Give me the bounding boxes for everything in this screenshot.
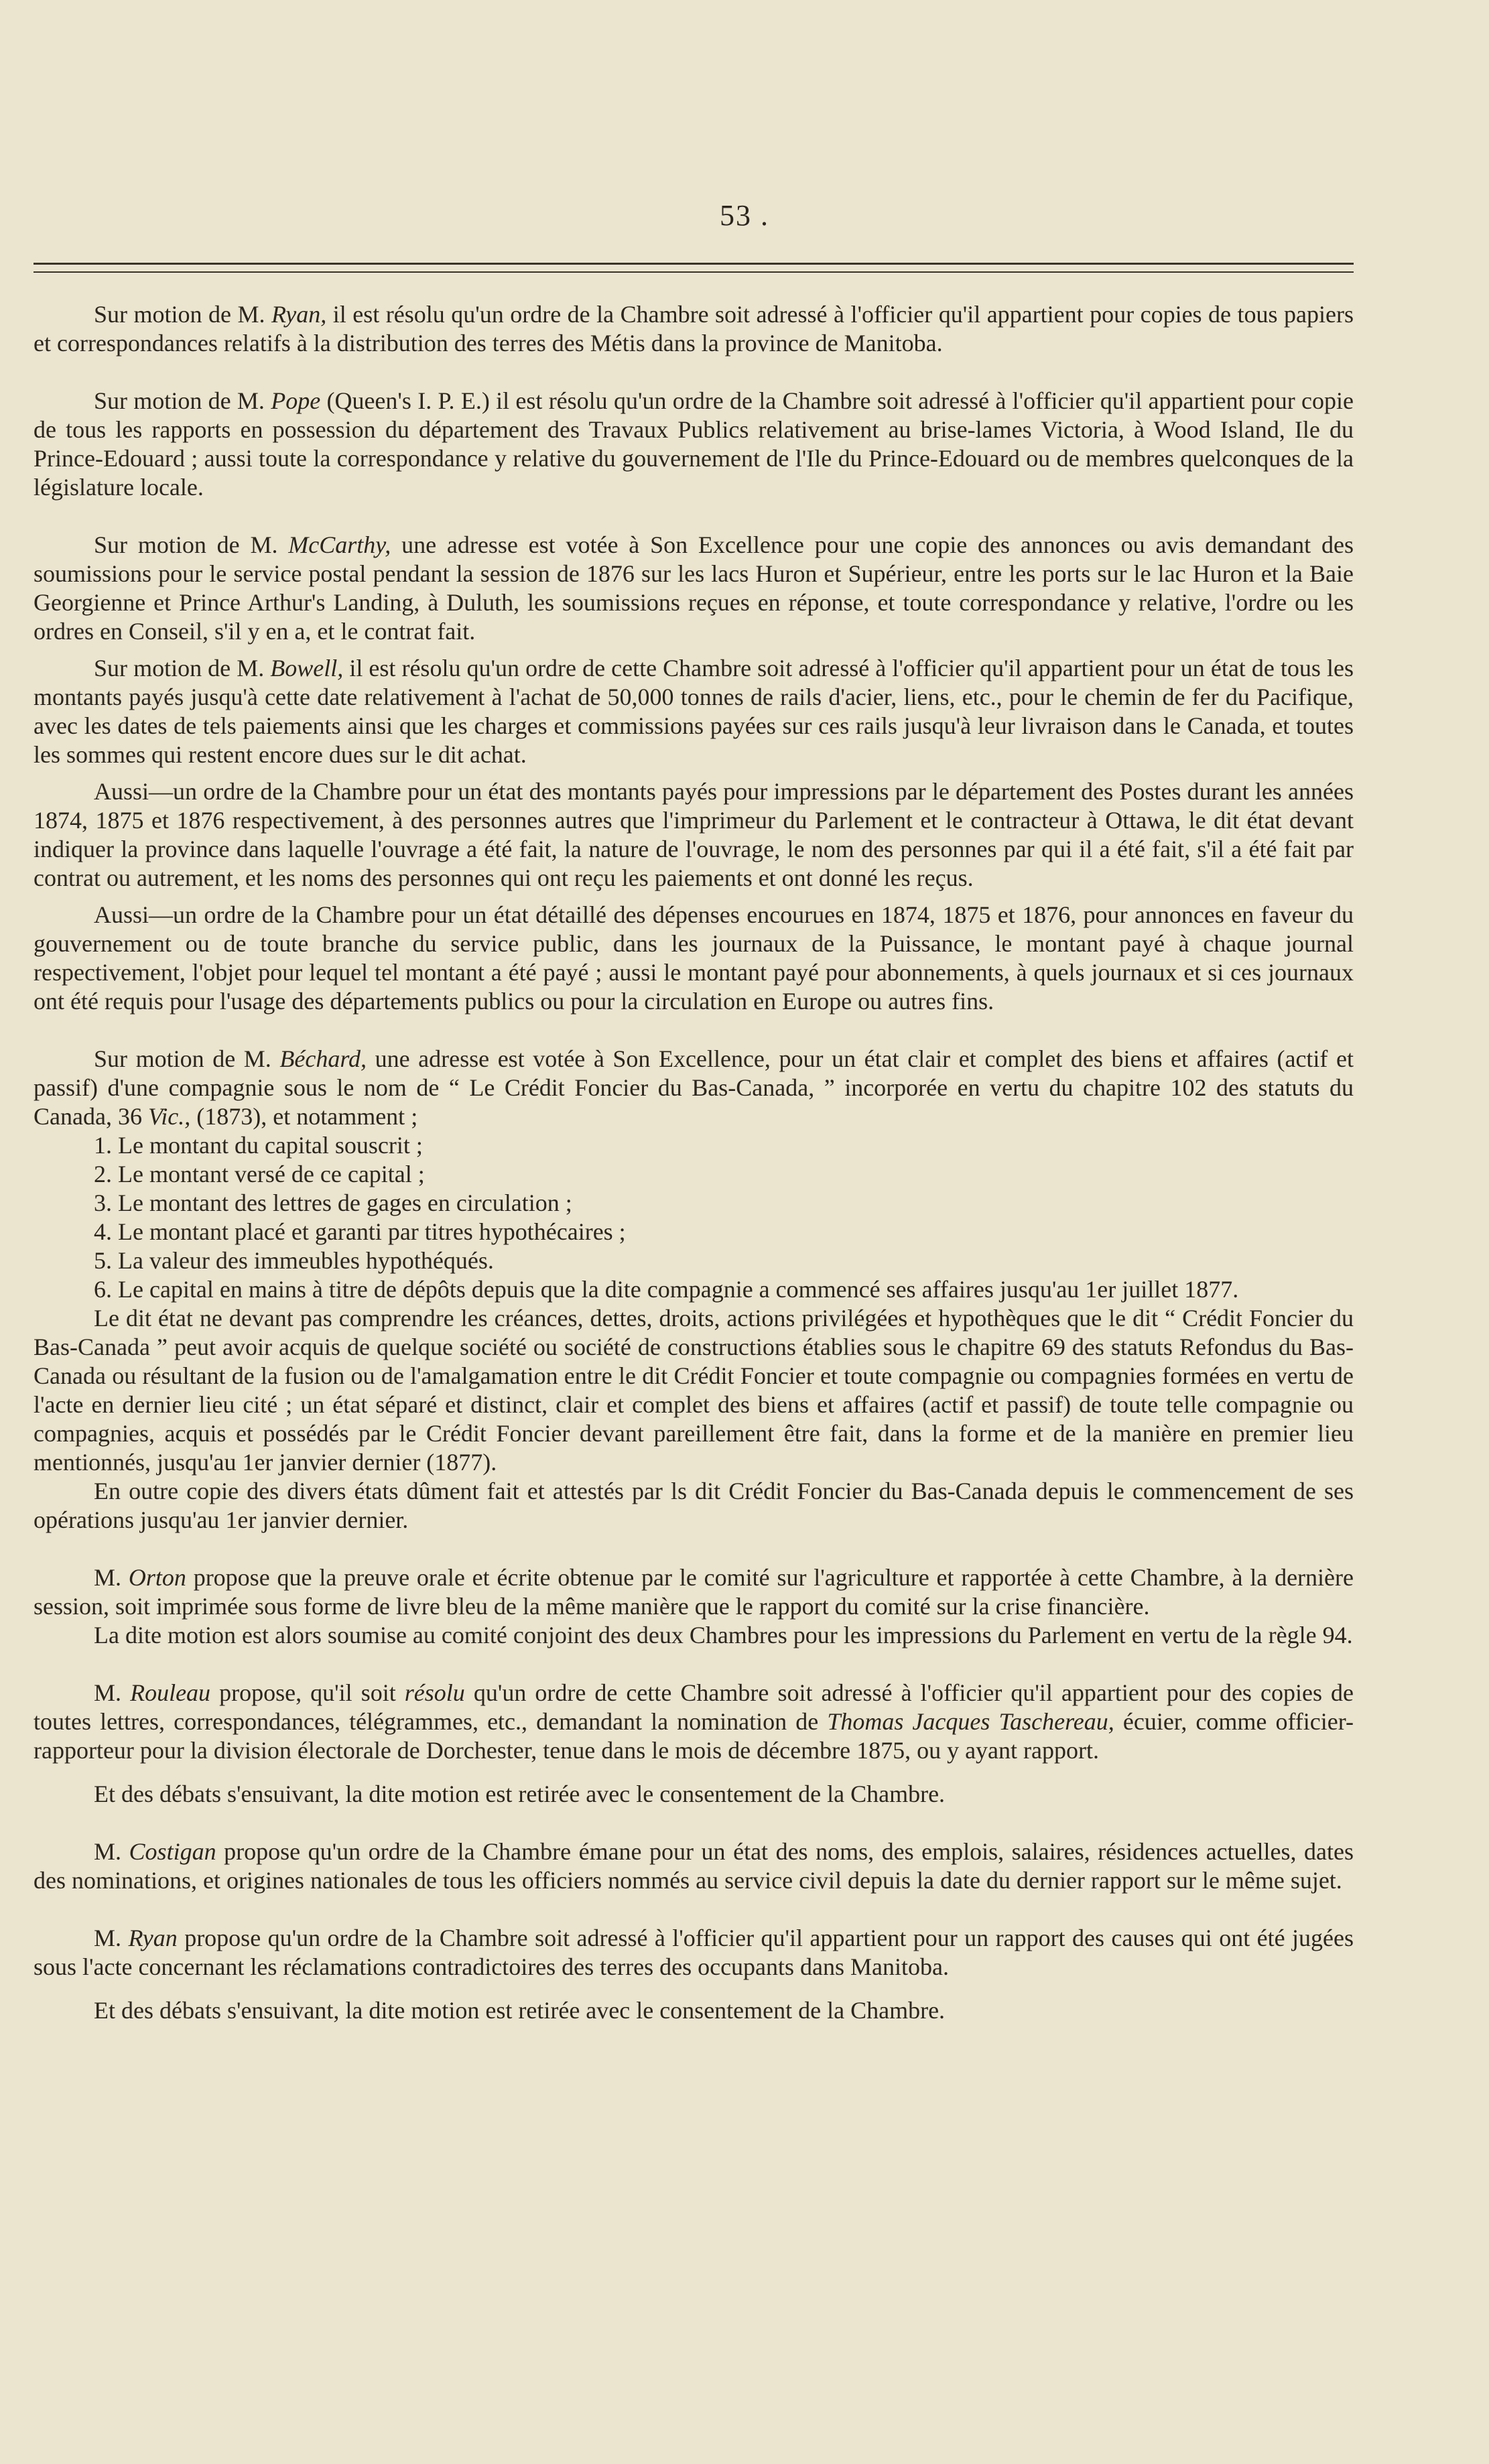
bechard-exclusions: Le dit état ne devant pas comprendre les créances, dettes, droits, actions privilégées et hypothèques que le dit “ Crédit Foncier du Bas-Canada ” peut avoir acquis de quelque société ou société de constructions établies sous le chapitre 69 des statuts Refondus du Bas-Canada ou résultant de la fusion ou de l'amalgamation entre le dit Crédit Foncier et toute compagnie ou compagnies formées en vertu de l'acte en dernier lieu cité ; un état séparé et distinct, clair et complet des biens et affaires (actif et passif) de toute telle compagnie ou compagnies, acquis et possédés par le Crédit Foncier devant pareillement être fait, dans la forme et de la manière en premier lieu mentionnés, jusqu'au 1er janvier dernier (1877). — [34, 1305, 1354, 1476]
text-run: M. — [94, 1679, 131, 1706]
list-item: 1. Le montant du capital souscrit ; — [94, 1132, 423, 1159]
motion-orton — [34, 1563, 1354, 1621]
member-name: Béchard, — [279, 1045, 367, 1072]
text-run: Sur motion de M. — [94, 387, 271, 414]
text-run: M. — [94, 1925, 129, 1951]
text-run: écuier, comme officier-rapporteur pour la division électorale de Dorchester, tenue dans le mois de décembre 1875, ou y ayant rapport. — [34, 1708, 1354, 1764]
text-run: il est résolu qu'un ordre de la Chambre soit adressé à l'officier qu'il appartient pour copies de tous papiers et correspondances relatifs à la distribution des terres des Métis dans la province de Manitoba. — [34, 301, 1354, 356]
text-run: propose qu'un ordre de la Chambre émane pour un état des noms, des emplois, salaires, résidences actuelles, dates des nominations, et origines nationales de tous les officiers nommés au service civil depuis la date du dernier rapport sur le même sujet. — [34, 1838, 1354, 1894]
member-name: Ryan — [128, 1925, 178, 1951]
motion-bechard — [34, 1045, 1354, 1131]
person-name: Thomas Jacques Taschereau, — [827, 1708, 1114, 1735]
member-name: Pope — [271, 387, 321, 414]
text-run: Sur motion de M. — [94, 1045, 280, 1072]
text-run: (1873), et notamment ; — [190, 1103, 418, 1130]
text-run: M. — [94, 1838, 129, 1865]
text-run: il est résolu qu'un ordre de cette Chambre soit adressé à l'officier qu'il appartient pour un état de tous les montants payés jusqu'à cette date relativement à l'achat de 50,000 tonnes de rails d'acier, liens, etc., pour le chemin de fer du Pacifique, avec les dates de tels paiements ainsi que les charges et commissions payées sur ces rails jusqu'à leur livraison dans le Canada, et toutes les sommes qui restent encore dues sur le dit achat. — [34, 655, 1354, 768]
page-body — [34, 300, 1354, 2025]
member-name: Orton — [128, 1564, 186, 1591]
bechard-list — [34, 1131, 1354, 1304]
text-run: propose que la preuve orale et écrite obtenue par le comité sur l'agriculture et rapportée à cette Chambre, à la dernière session, soit imprimée sous forme de livre bleu de la même manière que le rapport du comité sur la crise financière. — [34, 1564, 1354, 1620]
member-name: Rouleau — [130, 1679, 211, 1706]
text-run: une adresse est votée à Son Excellence pour une copie des annonces ou avis demandant des soumissions pour le service postal pendant la session de 1876 sur les lacs Huron et Supérieur, entre les ports sur le lac Huron et la Baie Georgienne et Prince Arthur's Landing, à Duluth, les soumissions reçues en réponse, et toute correspondance y relative, l'ordre ou les ordres en Conseil, s'il y en a, et le contrat fait. — [34, 531, 1354, 645]
text-run: Sur motion de M. — [94, 655, 271, 682]
list-item: 4. Le montant placé et garanti par titres hypothécaires ; — [94, 1218, 626, 1245]
text-run: M. — [94, 1564, 129, 1591]
text-run: (Queen's I. P. E.) il est résolu qu'un ordre de la Chambre soit adressé à l'officier qu'il appartient pour copie de tous les rapports en possession du département des Travaux Publics relativement au brise-lames Victoria, à Wood Island, Ile du Prince-Edouard ; aussi toute la correspondance y relative du gouvernement de l'Ile du Prince-Edouard ou de membres quelconques de la législature locale. — [34, 387, 1354, 501]
ryan-retiree: Et des débats s'ensuivant, la dite motion est retirée avec le consentement de la Chambre. — [94, 1997, 946, 2024]
member-name: Costigan — [129, 1838, 216, 1865]
member-name: Ryan, — [271, 301, 327, 328]
page-number: 53 . — [720, 199, 769, 232]
emphasis: résolu — [404, 1679, 465, 1706]
motion-bowell — [34, 654, 1354, 769]
motion-ryan-metis — [34, 300, 1354, 358]
text-run: Sur motion de M. — [94, 301, 271, 328]
header-rule — [34, 263, 1354, 273]
text-run: propose, qu'il soit — [210, 1679, 405, 1706]
rouleau-retiree: Et des débats s'ensuivant, la dite motion est retirée avec le consentement de la Chambre. — [94, 1780, 946, 1807]
text-run: propose qu'un ordre de la Chambre soit adressé à l'officier qu'il appartient pour un rapport des causes qui ont été jugées sous l'acte concernant les réclamations contradictoires des terres des occupants dans Manitoba. — [34, 1925, 1354, 1980]
member-name: McCarthy, — [288, 531, 391, 558]
motion-rouleau — [34, 1679, 1354, 1765]
list-item: 3. Le montant des lettres de gages en circulation ; — [94, 1189, 572, 1216]
motion-ryan-manitoba — [34, 1924, 1354, 1982]
motion-mccarthy — [34, 531, 1354, 646]
abbreviation: Vic., — [147, 1103, 191, 1130]
text-run: une adresse est votée à Son Excellence, pour un état clair et complet des biens et affaires (actif et passif) d'une compagnie sous le nom de “ Le Crédit Foncier du Bas-Canada, ” incorporée en vertu du chapitre 102 des statuts du Canada, 36 — [34, 1045, 1354, 1130]
orton-renvoi-comite: La dite motion est alors soumise au comité conjoint des deux Chambres pour les impressions du Parlement en vertu de la règle 94. — [94, 1622, 1353, 1648]
list-item: 6. Le capital en mains à titre de dépôts depuis que la dite compagnie a commencé ses affaires jusqu'au 1er juillet 1877. — [94, 1276, 1239, 1303]
order-postes-impressions: Aussi—un ordre de la Chambre pour un état des montants payés pour impressions par le département des Postes durant les années 1874, 1875 et 1876 respectivement, à des personnes autres que l'imprimeur du Parlement et le contracteur à Ottawa, le dit état devant indiquer la province dans laquelle l'ouvrage a été fait, la nature de l'ouvrage, le nom des personnes par qui il a été fait, s'il a été fait par contrat ou autrement, et les noms des personnes qui ont reçu les paiements et ont donné les reçus. — [34, 778, 1354, 891]
list-item: 2. Le montant versé de ce capital ; — [94, 1161, 425, 1187]
text-run: qu'un ordre de cette Chambre soit adressé à l'officier qu'il appartient pour des copies de toutes lettres, correspondances, télégrammes, etc., demandant la nomination de — [34, 1679, 1354, 1735]
list-item: 5. La valeur des immeubles hypothéqués. — [94, 1247, 494, 1274]
motion-pope — [34, 387, 1354, 502]
member-name: Bowell, — [270, 655, 344, 682]
motion-costigan — [34, 1837, 1354, 1895]
order-annonces-journaux: Aussi—un ordre de la Chambre pour un état détaillé des dépenses encourues en 1874, 1875 et 1876, pour annonces en faveur du gouvernement ou de toute branche du service public, dans les journaux de la Puissance, le montant payé à chaque journal respectivement, l'objet pour lequel tel montant a été payé ; aussi le montant payé pour abonnements, à quels journaux et si ces journaux ont été requis pour l'usage des départements publics ou pour la circulation en Europe ou autres fins. — [34, 901, 1354, 1015]
bechard-copie-etats: En outre copie des divers états dûment fait et attestés par ls dit Crédit Foncier du Bas-Canada depuis le commencement de ses opérations jusqu'au 1er janvier dernier. — [34, 1478, 1354, 1533]
text-run: Sur motion de M. — [94, 531, 289, 558]
